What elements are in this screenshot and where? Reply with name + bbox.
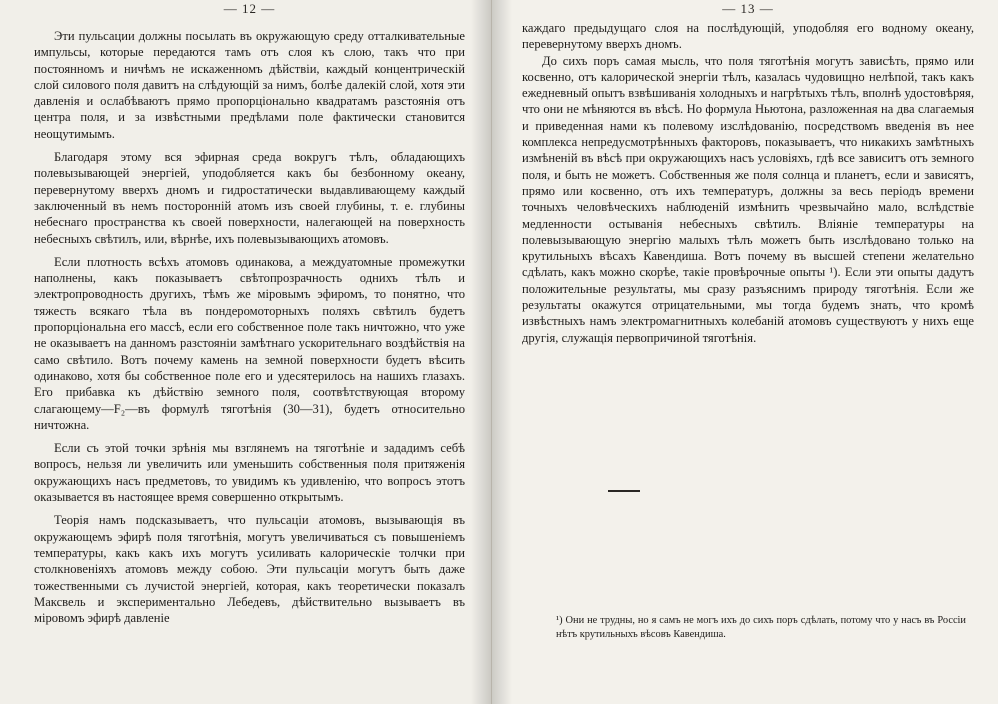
paragraph: Если плотность всѣхъ атомовъ одинакова, а междуатомные промежутки наполнены, какъ показываетъ свѣтопрозрачность однихъ тѣлъ и электропроводность другихъ, тѣмъ же міровымъ эфиромъ, то понятно, что тяжесть всякаго тѣла въ пондеромоторныхъ поляхъ свѣтилъ будетъ пропорціональна его массѣ, если его собственное поле такъ ничтожно, что уже не оказываетъ на данномъ разстояніи замѣтнаго ускорительнаго воздѣйствія на само свѣтило. Вотъ почему камень на земной поверхности будетъ вѣсить одинаково, хотя бы собственное поле его и удесятерилось на нашихъ глазахъ. Его прибавка къ дѣйствію земного поля, соотвѣтствующая второму слагающему—F₂—въ формулѣ тяготѣнія (30—31), будетъ относительно ничтожна. [34,254,465,432]
paragraph: Благодаря этому вся эфирная среда вокругъ тѣлъ, обладающихъ полевызывающей энергіей, уподобляется какъ бы безбонному океану, перевернутому вверхъ дномъ и гидростатически выдавливающему каждый заключенный въ немъ посторонній атомъ изъ своей глубины, т. е. глубины небеснаго пространства къ своей поверхности, налегающей на поверхность небесныхъ свѣтилъ, или, вѣрнѣе, ихъ полевызывающихъ атомовъ. [34,150,465,246]
right-page [492,0,998,704]
paragraph: Теорія намъ подсказываетъ, что пульсаціи атомовъ, вызывающія въ окружающемъ эфирѣ поля тяготѣнія, могутъ увеличиваться съ повышеніемъ температуры, какъ какъ ихъ могутъ усиливать калорическіе толчки при столкновеніяхъ атомовъ между собою. Эти пульсаціи могутъ быть даже тожественными съ лучистой энергіей, которая, какъ теоретически показалъ Максвель и экспериментально Лебедевъ, дѣйствительно вызываетъ въ міровомъ эфирѣ давленіе [34,513,465,626]
footnote: ¹) Они не трудны, но я самъ не могъ ихъ до сихъ поръ сдѣлать, потому что у насъ въ Россіи нѣтъ крутильныхъ вѣсовъ Кавендиша. [556,615,966,640]
page-number: — 12 — [223,1,276,16]
paragraph: До сихъ поръ самая мысль, что поля тяготѣнія могутъ зависѣть, прямо или косвенно, отъ калорической энергіи тѣлъ, казалась чудовищно нелѣпой, такъ какъ ежедневный опытъ взвѣшиванія холодныхъ и нагрѣтыхъ тѣлъ, вполнѣ удостовѣряя, что они не мѣняются въ вѣсѣ. Но формула Ньютона, разложенная на два слагаемыя и приведенная нами къ полевому изслѣдованію, посредствомъ введенія въ нее комплекса непредусмотрѣнныхъ факторовъ, показываетъ, что никакихъ замѣтныхъ измѣненій въ вѣсѣ при окружающихъ насъ условіяхъ, гдѣ все зависитъ отъ земного поля, и быть не можетъ. Собственныя же поля солнца и планетъ, если и зависятъ, прямо или косвенно, отъ ихъ температуръ, должны за весь періодъ времени точныхъ человѣческихъ наблюденій измѣнить чрезвычайно мало, вслѣдствіе медленности остыванія небесныхъ свѣтилъ. Вліяніе температуры на полевызывающую энергію малыхъ тѣлъ можетъ быть изслѣдовано только на крутильныхъ вѣсахъ Кавендиша. Вотъ почему въ высшей степени желательно сдѣлать, какъ можно скорѣе, такіе провѣрочные опыты ¹). Если эти опыты дадутъ положительные результаты, мы сразу разъяснимъ природу тяготѣнія. Если же результаты окажутся отрицательными, мы тогда будемъ знать, что кромѣ извѣстныхъ намъ электромагнитныхъ колебаній атомовъ существуютъ у нихъ еще другія, служащія первопричиной тяготѣнія. [522,53,974,345]
paragraph-continuation: каждаго предыдущаго слоя на послѣдующій, уподобляя его водному океану, перевернутому вверхъ дномъ. [522,21,974,52]
footnote-area [522,614,974,642]
short-dash-mark [608,490,640,492]
left-page-text [34,28,465,626]
gutter-shadow [471,0,491,704]
right-page-text [522,20,974,346]
paragraph: Если съ этой точки зрѣнія мы взглянемъ на тяготѣніе и зададимъ себѣ вопросъ, нельзя ли увеличить или уменьшить собственныя поля притяженія окружающихъ насъ предметовъ, то увидимъ къ удивленію, что вопросъ этотъ оказывается въ настоящее время совершенно открытымъ. [34,441,465,505]
page-number: — 13 — [722,1,774,16]
gutter-shadow [492,0,512,704]
paragraph: Эти пульсации должны посылать въ окружающую среду отталкивательные импульсы, которые передаются тамъ отъ слоя къ слою, такъ что при постоянномъ и ничѣмъ не искаженномъ дѣйствіи, каждый концентрическій слой силового поля давитъ на слѣдующій за нимъ, болѣе далекій слой, хотя эти давленія и ослабѣваютъ прямо пропорціонально квадратамъ разстоянія отъ центра поля, и за извѣстными предѣлами поле фактически становится неощутимымъ. [34,29,465,141]
left-page [0,0,492,704]
